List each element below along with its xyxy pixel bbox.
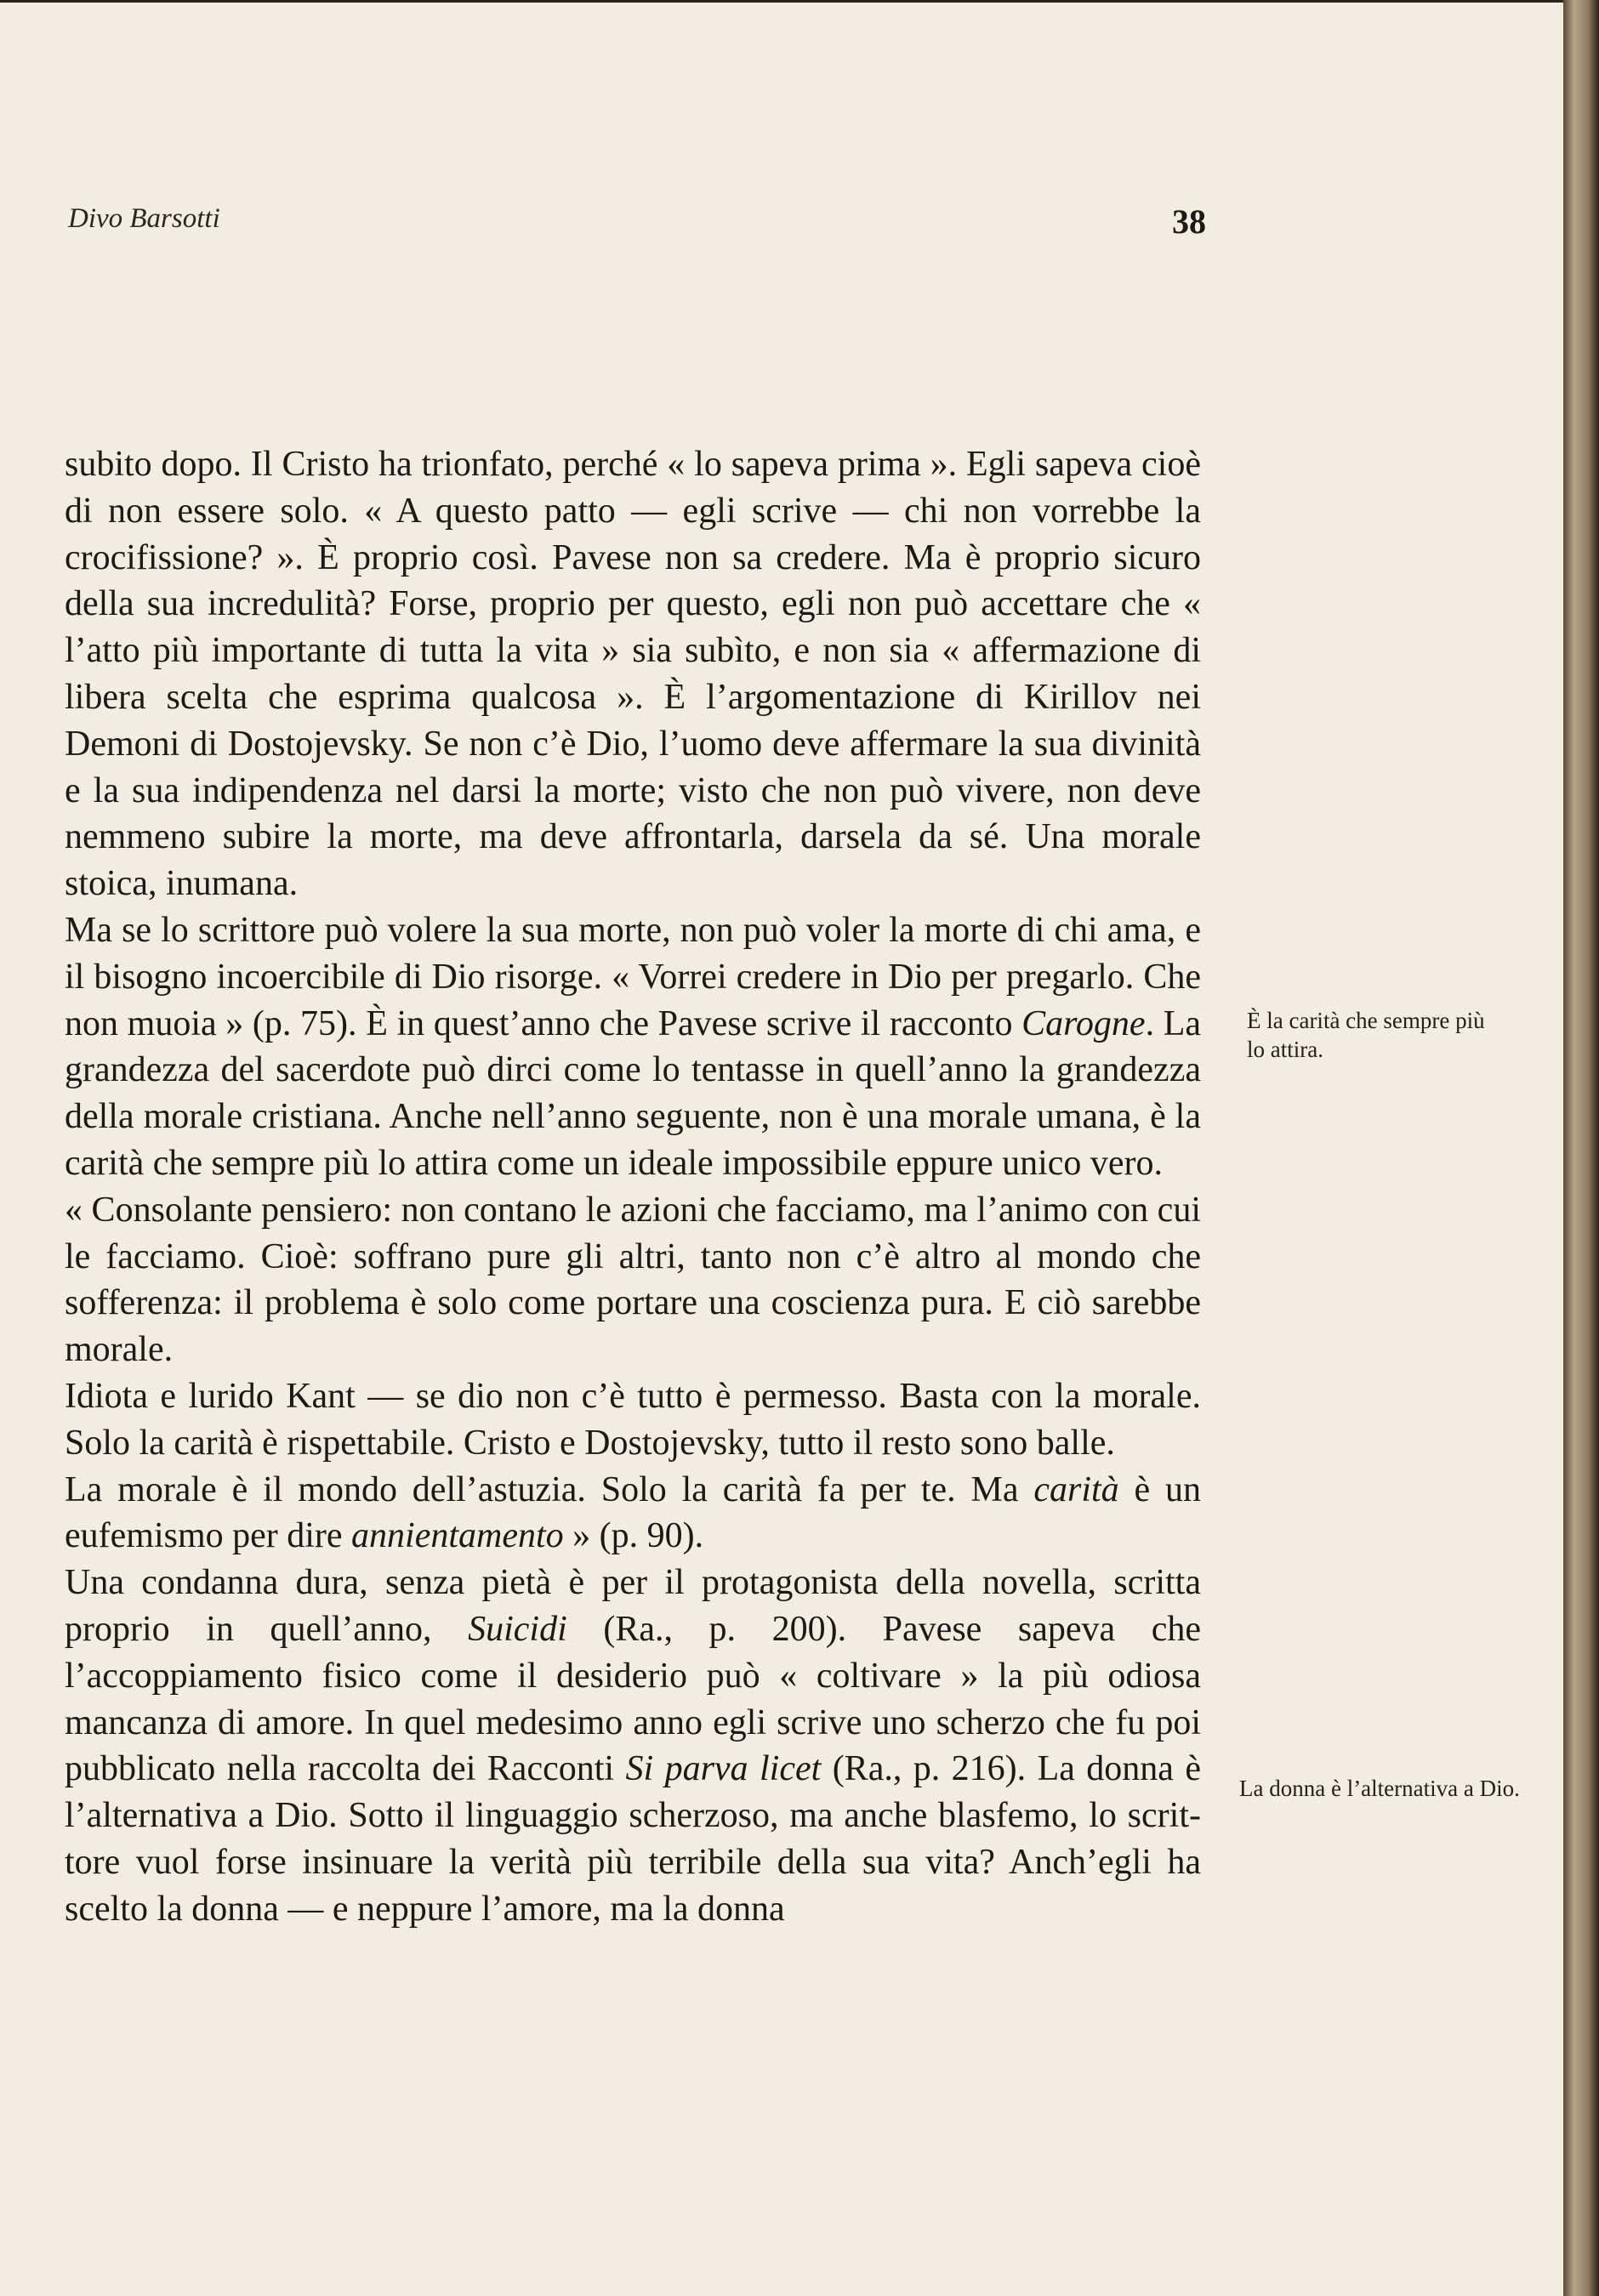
paragraph-2 — [65, 907, 1201, 1187]
paragraph-6-text-b: (Ra., p. 200). Pavese sapeva che l’accoppiamento fisico come il desiderio può « coltivare » la più odiosa mancanza di amore. In quel medesimo anno egli scrive uno scherzo che fu poi pubblicato nella raccolta dei Racconti — [65, 1609, 1201, 1789]
paragraph-6-text-a: Una condanna dura, senza pietà è per il protagonista della novella, scritta proprio in quell’anno, — [65, 1563, 1201, 1649]
paragraph-1-text: subito dopo. Il Cristo ha trionfato, perché « lo sapeva prima ». Egli sapeva cioè di non essere solo. « A questo patto — egli scrive — chi non vorrebbe la crocifissione? ». È proprio così. Pavese non sa credere. Ma è proprio sicuro della sua incredulità? Forse, proprio per questo, egli non può accettare che « l’atto più importante di tutta la vita » sia subìto, e non sia « affermazione di libera scelta che esprima qualcosa ». È l’argomentazione di Kirillov nei Demoni di Dostojevsky. Se non c’è Dio, l’uomo deve affermare la sua divinità e la sua indipendenza nel darsi la morte; visto che non può vivere, non deve nemmeno subire la morte, ma deve affrontarla, darsela da sé. Una morale stoica, inumana. — [65, 445, 1201, 904]
body-text — [65, 441, 1201, 1933]
paragraph-1 — [65, 441, 1201, 907]
story-title-si-parva-licet: Si parva licet — [625, 1749, 822, 1789]
paragraph-2-text-a: Ma se lo scrittore può volere la sua morte, non può voler la morte di chi ama, e il bisogno incoercibile di Dio risorge. « Vorrei credere in Dio per pregarlo. Che non muoia » (p. 75). È in quest’anno che Pavese scrive il racconto — [65, 910, 1201, 1043]
paragraph-5-quote — [65, 1467, 1201, 1560]
margin-note-2: La donna è l’alternativa a Dio. — [1239, 1776, 1520, 1801]
page-number: 38 — [1172, 202, 1206, 241]
page-edge — [1563, 0, 1599, 2296]
word-carita: carità — [1033, 1469, 1119, 1509]
word-annientamento: annientamento — [351, 1516, 564, 1556]
paragraph-4-quote: Idiota e lurido Kant — se dio non c’è tutto è permesso. Basta con la morale. Solo la carità è rispettabile. Cristo e Dostojevsky, tutto il resto sono balle. — [65, 1376, 1201, 1463]
story-title-suicidi: Suicidi — [468, 1609, 567, 1649]
running-head-author: Divo Barsotti — [68, 203, 220, 234]
paragraph-6-text-c: (Ra., p. 216). La donna è l’alternativa a Dio. Sotto il linguaggio scherzoso, ma anche blasfemo, lo scrittore vuol forse insinuare la verità più terribile della sua vita? Anch’egli ha scelto la donna — e neppure l’amore, ma la donna — [65, 1749, 1201, 1929]
paragraph-5-text-b: è un eufemismo per dire — [65, 1469, 1201, 1556]
margin-note-1: È la carità che sempre più lo attira. — [1247, 1008, 1485, 1062]
paragraph-2-text-b: . La grandezza del sacerdote può dirci come lo tentasse in quell’anno la grandezza della morale cristiana. Anche nell’anno seguente, non è una morale umana, è la carità che sempre più lo attira come un ideale impossibile eppure unico vero. — [65, 1003, 1202, 1183]
paragraph-5-text-a: La morale è il mondo dell’astuzia. Solo la carità fa per te. Ma — [65, 1469, 1034, 1509]
story-title-carogne: Carogne — [1021, 1003, 1146, 1043]
paragraph-6 — [65, 1560, 1201, 1932]
paragraph-3-quote: « Consolante pensiero: non contano le azioni che facciamo, ma l’animo con cui le facciamo. Cioè: soffrano pure gli altri, tanto non c’è altro al mondo che sofferenza: il problema è solo come portare una coscienza pura. E ciò sarebbe morale. — [65, 1190, 1201, 1370]
paragraph-5-text-c: » (p. 90). — [563, 1516, 704, 1556]
